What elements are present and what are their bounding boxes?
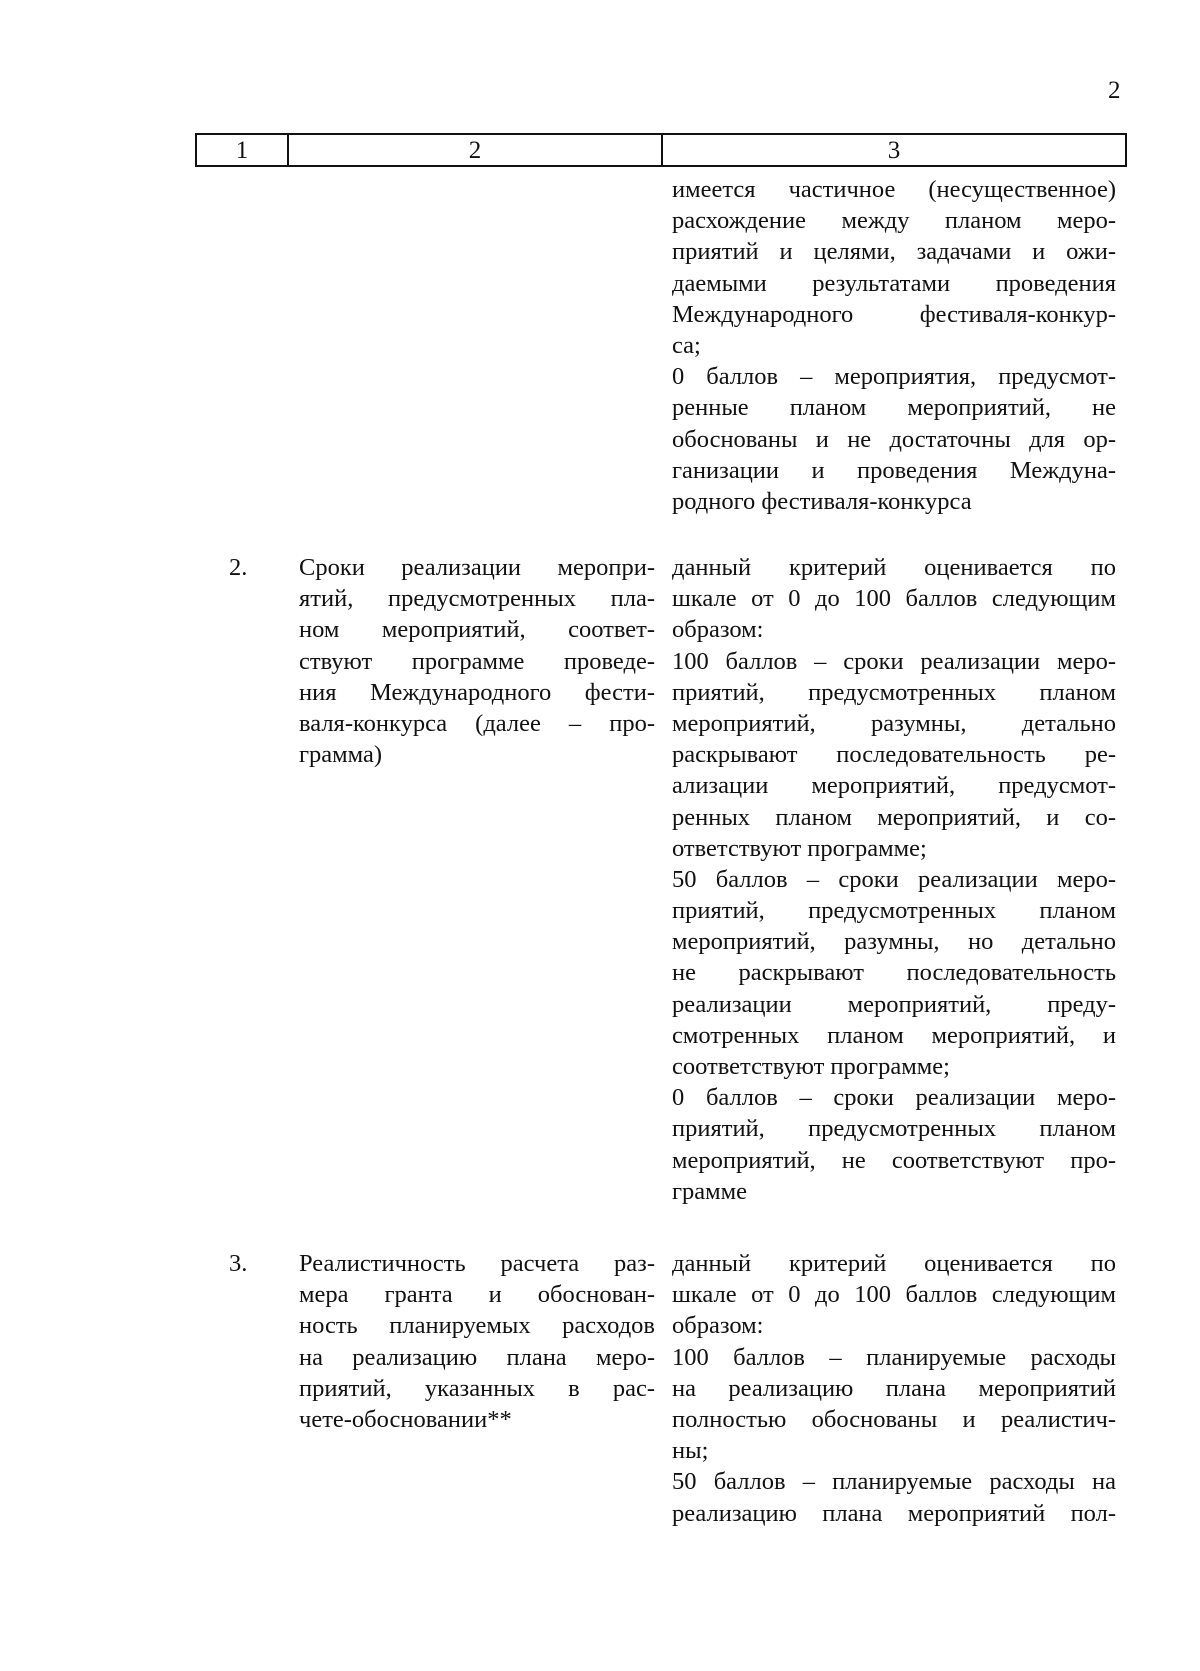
continuation-description bbox=[672, 174, 1116, 517]
text-line: образом: bbox=[672, 1312, 764, 1340]
text-line: родного фестиваля-конкурса bbox=[672, 487, 972, 515]
text-line: шкале от 0 до 100 баллов следующим bbox=[672, 1281, 1116, 1309]
text-line: обоснованы и не достаточны для ор- bbox=[672, 425, 1116, 453]
text-line: на реализацию плана мероприятий bbox=[672, 1374, 1116, 1402]
text-line: мероприятий, разумны, детально bbox=[672, 709, 1116, 737]
text-line: мероприятий, разумны, но детально bbox=[672, 928, 1116, 956]
text-line: мероприятий, не соответствуют про- bbox=[672, 1146, 1116, 1174]
text-line: реализации мероприятий, преду- bbox=[672, 990, 1116, 1018]
text-line: 100 баллов – сроки реализации меро- bbox=[672, 647, 1116, 675]
text-line: 100 баллов – планируемые расходы bbox=[672, 1343, 1116, 1371]
text-line: ответствуют программе; bbox=[672, 834, 927, 862]
text-line: ном мероприятий, соответ- bbox=[299, 616, 655, 644]
text-line: ализации мероприятий, предусмот- bbox=[672, 772, 1116, 800]
text-line: 0 баллов – сроки реализации меро- bbox=[672, 1084, 1116, 1112]
text-line: расхождение между планом меро- bbox=[672, 207, 1116, 235]
page-number: 2 bbox=[1108, 77, 1121, 104]
text-line: ренные планом мероприятий, не bbox=[672, 394, 1116, 422]
text-line: данный критерий оценивается по bbox=[672, 1250, 1116, 1277]
criterion-text bbox=[299, 1248, 655, 1435]
table-header-row bbox=[195, 133, 1127, 167]
table-header-cell-2: 2 bbox=[289, 135, 663, 165]
text-line: Международного фестиваля-конкур- bbox=[672, 300, 1116, 328]
text-line: даемыми результатами проведения bbox=[672, 269, 1116, 297]
text-line: валя-конкурса (далее – про- bbox=[299, 709, 655, 737]
text-line: имеется частичное (несущественное) bbox=[672, 176, 1116, 203]
text-line: ганизации и проведения Междуна- bbox=[672, 456, 1116, 484]
text-line: 50 баллов – планируемые расходы на bbox=[672, 1468, 1116, 1496]
text-line: грамма) bbox=[299, 741, 383, 769]
text-line: грамме bbox=[672, 1177, 748, 1205]
criterion-description bbox=[672, 1248, 1116, 1529]
row-number: 3. bbox=[229, 1250, 248, 1277]
text-line: мера гранта и обоснован- bbox=[299, 1281, 655, 1309]
text-line: приятий, предусмотренных планом bbox=[672, 678, 1116, 706]
text-line: приятий и целями, задачами и ожи- bbox=[672, 238, 1116, 266]
text-line: са; bbox=[672, 331, 701, 359]
text-line: ствуют программе проведе- bbox=[299, 647, 655, 675]
text-line: ренных планом мероприятий, и со- bbox=[672, 803, 1116, 831]
text-line: приятий, предусмотренных планом bbox=[672, 897, 1116, 925]
text-line: приятий, предусмотренных планом bbox=[672, 1115, 1116, 1143]
text-line: ны; bbox=[672, 1437, 709, 1465]
text-line: полностью обоснованы и реалистич- bbox=[672, 1405, 1116, 1433]
text-line: шкале от 0 до 100 баллов следующим bbox=[672, 585, 1116, 613]
text-line: приятий, указанных в рас- bbox=[299, 1374, 655, 1402]
text-line: 0 баллов – мероприятия, предусмот- bbox=[672, 363, 1116, 391]
text-line: данный критерий оценивается по bbox=[672, 554, 1116, 581]
row-number: 2. bbox=[229, 554, 248, 581]
text-line: образом: bbox=[672, 616, 764, 644]
criterion-description bbox=[672, 552, 1116, 1207]
text-line: ятий, предусмотренных пла- bbox=[299, 585, 655, 613]
text-line: раскрывают последовательность ре- bbox=[672, 741, 1116, 769]
text-line: смотренных планом мероприятий, и bbox=[672, 1021, 1116, 1049]
table-header-cell-1: 1 bbox=[197, 135, 289, 165]
text-line: на реализацию плана меро- bbox=[299, 1343, 655, 1371]
text-line: Сроки реализации меропри- bbox=[299, 554, 655, 581]
text-line: не раскрывают последовательность bbox=[672, 959, 1116, 987]
text-line: Реалистичность расчета раз- bbox=[299, 1250, 655, 1277]
text-line: чете-обосновании** bbox=[299, 1405, 512, 1433]
text-line: соответствуют программе; bbox=[672, 1053, 950, 1080]
text-line: 50 баллов – сроки реализации меро- bbox=[672, 865, 1116, 893]
text-line: ния Международного фести- bbox=[299, 678, 655, 706]
criterion-text bbox=[299, 552, 655, 770]
text-line: ность планируемых расходов bbox=[299, 1312, 655, 1340]
text-line: реализацию плана мероприятий пол- bbox=[672, 1499, 1116, 1527]
table-header-cell-3: 3 bbox=[887, 136, 901, 164]
